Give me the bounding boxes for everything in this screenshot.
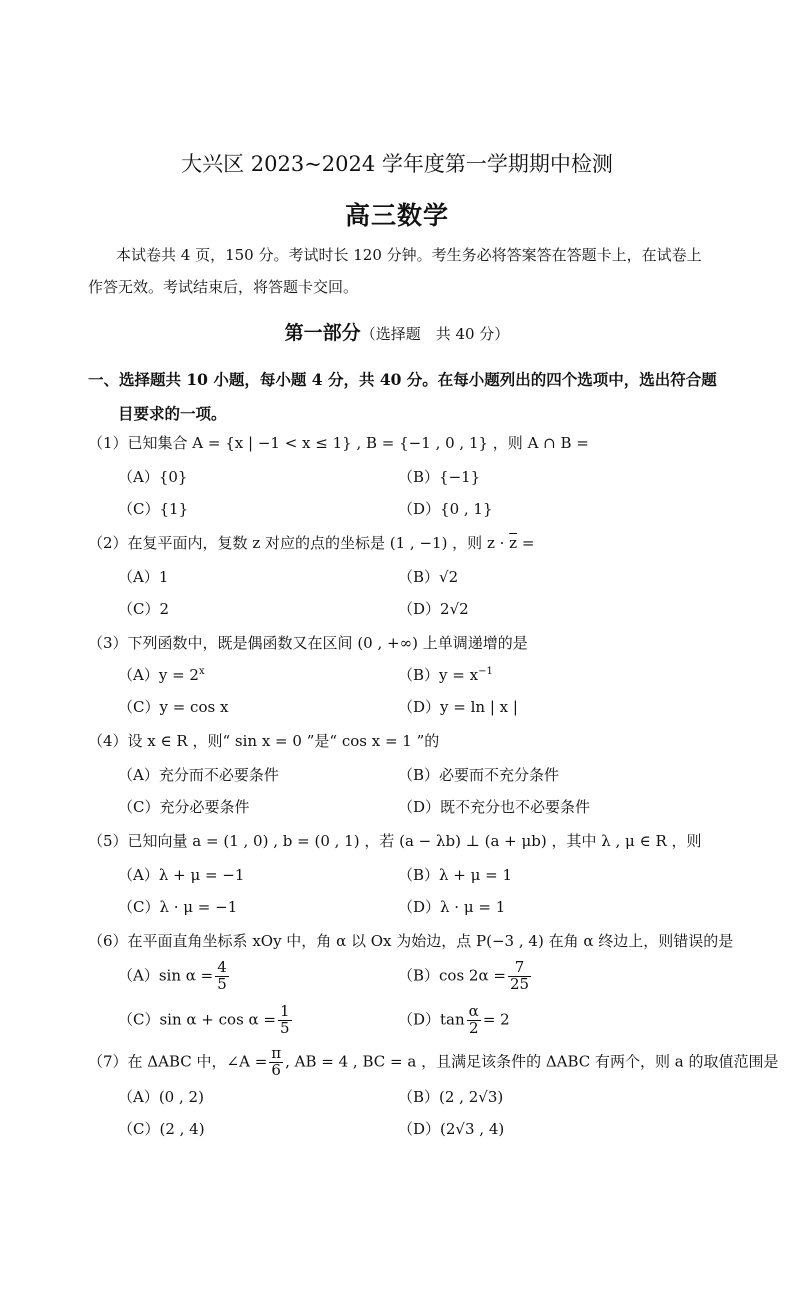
q5-option-c: （C）λ · μ = −1 <box>118 898 238 916</box>
question-1-stem: （1）已知集合 A = {x | −1 < x ≤ 1} , B = {−1 , 0 , 1} ，则 A ∩ B = <box>88 434 589 452</box>
fraction-denominator: 5 <box>280 1018 290 1037</box>
q6-option-d-fraction <box>467 1004 481 1037</box>
subject-title: 高三数学 <box>344 201 449 230</box>
question-4-stem: （4）设 x ∈ R ，则“ sin x = 0 ”是“ cos x = 1 ”的 <box>88 732 440 750</box>
fraction-numerator: 4 <box>217 958 227 976</box>
notice-line-1: 本试卷共 4 页，150 分。考试时长 120 分钟。考生务必将答案答在答题卡上，在试卷上 <box>116 246 702 264</box>
question-7-stem <box>88 1046 779 1079</box>
q6-option-b-text: （B）cos 2α = <box>398 966 506 985</box>
fraction-numerator: 7 <box>508 960 531 977</box>
q7-stem-text: （7）在 ΔABC 中，∠A = <box>88 1052 268 1071</box>
q6-option-a-fraction <box>215 960 229 993</box>
q7-angle-fraction <box>269 1046 283 1079</box>
q2-option-a: （A）1 <box>118 568 169 586</box>
q6-option-b-fraction <box>508 960 531 993</box>
q4-option-c: （C）充分必要条件 <box>118 798 250 816</box>
question-3-stem: （3）下列函数中，既是偶函数又在区间 (0 , +∞) 上单调递增的是 <box>88 634 528 652</box>
q2-stem-text: （2）在复平面内，复数 z 对应的点的坐标是 (1 , −1) ，则 z · <box>88 534 510 552</box>
fraction-denominator: 25 <box>509 974 530 993</box>
q6-option-a-text: （A）sin α = <box>118 966 214 985</box>
fraction-denominator: 6 <box>271 1060 281 1079</box>
q1-option-d: （D）{0 , 1} <box>398 500 493 518</box>
question-6-stem: （6）在平面直角坐标系 xOy 中，角 α 以 Ox 为始边，点 P(−3 , 4) 在角 α 终边上，则错误的是 <box>88 932 734 950</box>
part-note: （选择题 共 40 分） <box>360 325 510 343</box>
fraction-numerator: 1 <box>280 1002 290 1020</box>
q6-option-d <box>398 1004 510 1037</box>
q2-option-b: （B）√2 <box>398 568 459 586</box>
q4-option-d: （D）既不充分也不必要条件 <box>398 798 591 816</box>
fraction-denominator: 2 <box>468 1018 479 1037</box>
q3-option-b-base: （B）y = x <box>398 666 479 684</box>
q6-option-c-text: （C）sin α + cos α = <box>118 1010 276 1029</box>
question-5-stem: （5）已知向量 a = (1 , 0) , b = (0 , 1) ，若 (a − λb) ⊥ (a + μb) ，其中 λ , μ ∈ R ，则 <box>88 832 702 850</box>
q6-option-d-end: = 2 <box>482 1010 510 1029</box>
q3-option-b-exp: −1 <box>478 666 493 677</box>
q1-option-a: （A）{0} <box>118 468 188 486</box>
q7-option-c: （C）(2 , 4) <box>118 1120 205 1138</box>
z-conjugate: $\overline{z}$ <box>509 534 518 552</box>
q3-option-b <box>398 664 493 685</box>
q7-option-b: （B）(2 , 2√3) <box>398 1088 504 1106</box>
section-heading-line-2: 目要求的一项。 <box>118 404 227 423</box>
q5-option-a: （A）λ + μ = −1 <box>118 866 245 884</box>
q2-stem-end: = <box>517 534 535 552</box>
part-heading <box>0 318 794 345</box>
part-label: 第一部分 <box>284 322 361 344</box>
q7-option-a: （A）(0 , 2) <box>118 1088 204 1106</box>
fraction-denominator: 5 <box>217 974 227 993</box>
q3-option-a-base: （A）y = 2 <box>118 666 199 684</box>
q4-option-b: （B）必要而不充分条件 <box>398 766 560 784</box>
question-2-stem <box>88 532 534 553</box>
q3-option-d: （D）y = ln | x | <box>398 698 518 716</box>
q5-option-d: （D）λ · μ = 1 <box>398 898 506 916</box>
q6-option-c-fraction <box>278 1004 292 1037</box>
section-heading-line-1: 一、选择题共 10 小题，每小题 4 分，共 40 分。在每小题列出的四个选项中，选出符合题 <box>88 370 717 389</box>
q3-option-c: （C）y = cos x <box>118 698 229 716</box>
q6-option-b <box>398 960 533 993</box>
q6-option-d-text: （D）tan <box>398 1010 465 1029</box>
q1-option-b: （B）{−1} <box>398 468 481 486</box>
q1-option-c: （C）{1} <box>118 500 189 518</box>
exam-title: 大兴区 2023~2024 学年度第一学期期中检测 <box>181 152 613 176</box>
fraction-numerator: π <box>271 1044 282 1062</box>
q2-option-c: （C）2 <box>118 600 170 618</box>
fraction-numerator: α <box>468 1002 479 1020</box>
q2-option-d: （D）2√2 <box>398 600 469 618</box>
q3-option-a-exp: x <box>198 666 205 677</box>
q7-option-d: （D）(2√3 , 4) <box>398 1120 505 1138</box>
q4-option-a: （A）充分而不必要条件 <box>118 766 279 784</box>
q6-option-c <box>118 1004 294 1037</box>
notice-line-2: 作答无效。考试结束后，将答题卡交回。 <box>88 278 359 296</box>
q3-option-a <box>118 664 205 685</box>
q7-stem-end: , AB = 4 , BC = a ，且满足该条件的 ΔABC 有两个，则 a 的取值范围是 <box>285 1052 779 1071</box>
q5-option-b: （B）λ + μ = 1 <box>398 866 513 884</box>
q6-option-a <box>118 960 231 993</box>
